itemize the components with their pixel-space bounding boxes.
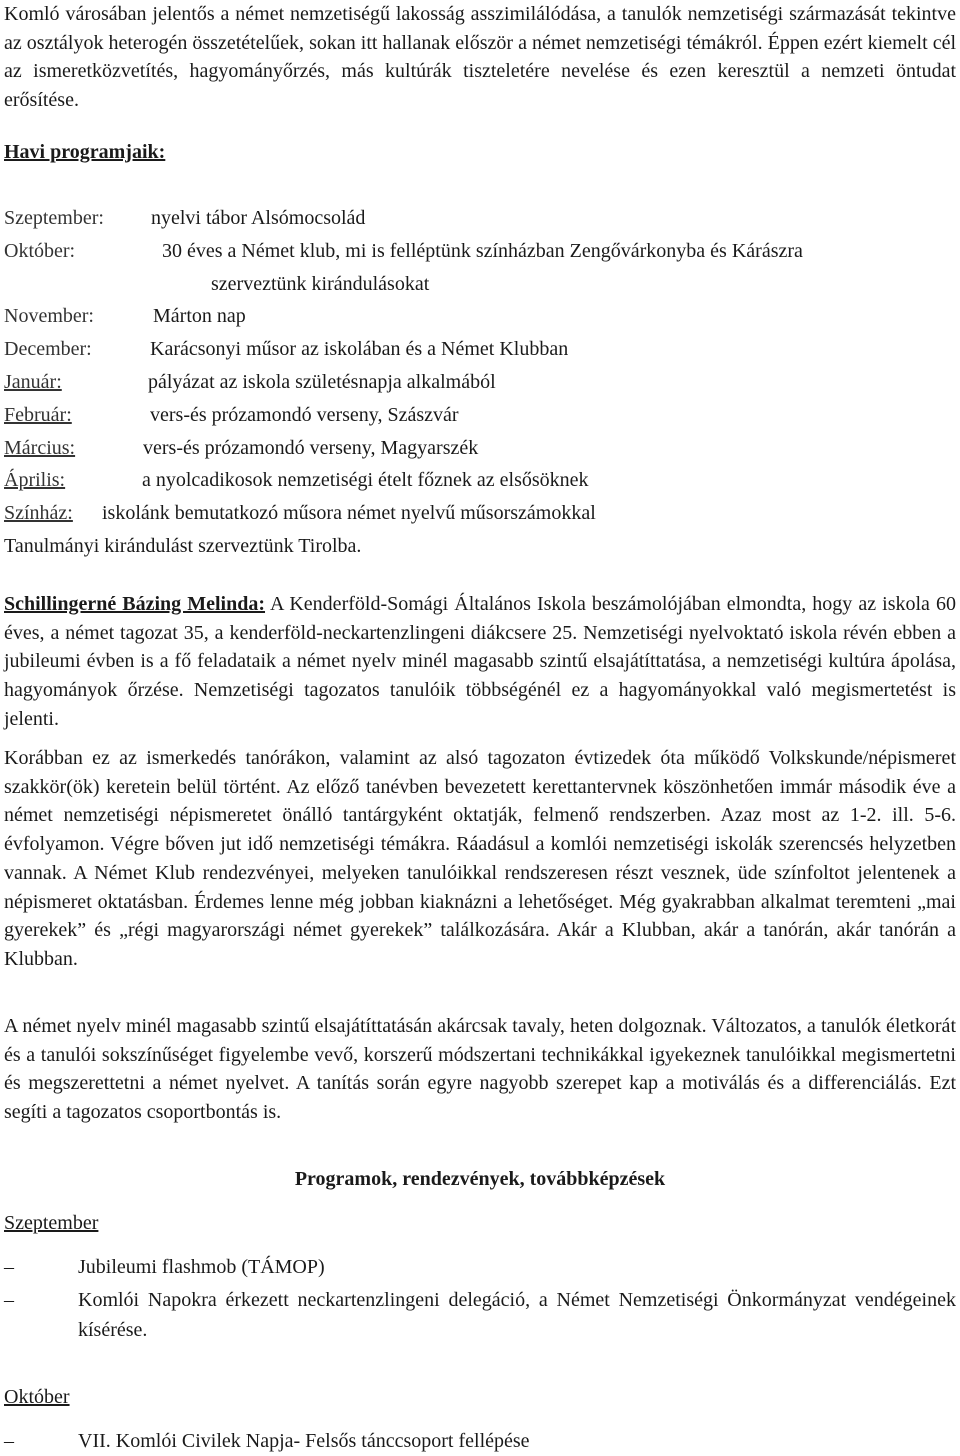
month-program: Karácsonyi műsor az iskolában és a Német Klubban xyxy=(150,338,569,361)
month-program: iskolánk bemutatkozó műsora német nyelvű műsorszámokkal xyxy=(102,502,596,525)
month-row-february xyxy=(4,399,956,432)
study-trip-row xyxy=(4,530,956,563)
month-label: Február: xyxy=(4,403,72,426)
paragraph-volkskunde: Korábban ez az ismerkedés tanórákon, valamint az alsó tagozaton évtizedek óta működő Volkskunde/népismeret szakkör(ök) keretein belül történt. Az előző tanévben bevezetett kerettantervnek köszönhetően immár második éve a német nemzetiségi népismeretet önálló tantárgyként oktatják, felmenő rendszerben. Azaz most az 1-2. ill. 5-6. évfolyamon. Végre bőven jut idő nemzetiségi témákra. Ráadásul a komlói nemzetiségi iskolák szerencsés helyzetben vannak. A Német Klub rendezvényei, melyeken tanulóikkal rendszeresen részt vesznek, üde színfoltot jelentenek a népismeret oktatásban. Érdemes lenne még jobban kiaknázni a lehetőséget. Még gyakrabban alkalmat teremteni „mai gyerekek” és „régi magyarországi német gyerekek” találkozására. Akár a Klubban, akár a tanórán, akár tanórán a Klubban. xyxy=(4,747,956,970)
month-row-september xyxy=(4,202,956,235)
month-label: Január: xyxy=(4,370,62,393)
month-label: November: xyxy=(4,305,94,328)
month-row-november xyxy=(4,300,956,333)
report-text: A Kenderföld-Somági Általános Iskola beszámolójában elmondta, hogy az iskola 60 éves, a német tagozat 35, a kenderföld-neckartenzlingeni diákcsere 25. Nemzetiségi nyelvoktató iskola révén ebben a jubileumi évben is a fő feladataik a német nyelv minél magasabb szintű elsajátíttatása, a nemzetiségi kultúra ápolása, hagyományok őrzése. Nemzetiségi tagozatos tanulóik többségénél ez a hagyományokkal való megismertetést is jelenti. xyxy=(4,593,956,730)
report-paragraph xyxy=(4,590,956,734)
dash-bullet-icon: – xyxy=(4,1289,14,1311)
month-label: Március: xyxy=(4,436,76,459)
speaker-name: Schillingerné Bázing Melinda: xyxy=(4,593,266,615)
month-label: Április: xyxy=(4,469,66,492)
month-row-december xyxy=(4,333,956,366)
month-row-october-continued xyxy=(4,268,956,301)
month-row-april xyxy=(4,464,956,497)
monthly-programs-list xyxy=(4,202,956,563)
monthly-programs-heading: Havi programjaik: xyxy=(4,141,166,163)
month-program: Márton nap xyxy=(153,305,246,328)
month-program: nyelvi tábor Alsómocsolád xyxy=(151,207,366,229)
month-label: December: xyxy=(4,338,92,361)
intro-paragraph: Komló városában jelentős a német nemzetiségű lakosság asszimilálódása, a tanulók nemzetiségi származását tekintve az osztályok heterogén összetételűek, sokan itt hallanak először a német nemzetiségi témákról. Éppen ezért kiemelt cél az ismeretközvetítés, hagyományőrzés, más kultúrák tiszteletére nevelése és ezen keresztül a nemzeti öntudat erősítése. xyxy=(4,3,956,112)
list-item xyxy=(4,1426,956,1456)
programs-heading: Programok, rendezvények, továbbképzések xyxy=(294,1168,666,1190)
month-label: Szeptember: xyxy=(4,207,104,229)
month-label: Október: xyxy=(4,239,76,262)
study-trip-text: Tanulmányi kirándulást szerveztünk Tirolba. xyxy=(4,534,362,557)
list-item xyxy=(4,1252,956,1282)
dash-bullet-icon: – xyxy=(4,1430,14,1452)
list-item-text: Komlói Napokra érkezett neckartenzlingeni delegáció, a Német Nemzetiségi Önkormányzat vendégeinek kísérése. xyxy=(78,1289,956,1341)
paragraph-language-teaching: A német nyelv minél magasabb szintű elsajátíttatásán akárcsak tavaly, heten dolgoznak. Változatos, a tanulók életkorát és a tanulói sokszínűséget figyelembe vevő, korszerű módszertani technikákkal igyekeznek tanulóikkal megismertetni és megszerettetni a német nyelvet. A tanítás során egyre nagyobb szerepet kap a motiválás és a differenciálás. Ezt segíti a tagozatos csoportbontás is. xyxy=(4,1015,956,1124)
list-item-text: VII. Komlói Civilek Napja- Felsős tánccsoport fellépése xyxy=(78,1430,530,1452)
row-theater xyxy=(4,497,956,530)
programs-october-label: Október xyxy=(4,1386,70,1408)
month-program: a nyolcadikosok nemzetiségi ételt főznek az elsősöknek xyxy=(142,469,589,492)
programs-september-label: Szeptember xyxy=(4,1212,99,1234)
list-item-text: Jubileumi flashmob (TÁMOP) xyxy=(78,1256,325,1278)
month-row-march xyxy=(4,432,956,465)
month-row-october xyxy=(4,235,956,268)
month-program: 30 éves a Német klub, mi is felléptünk színházban Zengővárkonyba és Kárászra xyxy=(162,239,803,262)
list-item xyxy=(4,1285,956,1345)
month-program-continued: szerveztünk kirándulásokat xyxy=(211,272,430,295)
dash-bullet-icon: – xyxy=(4,1256,14,1278)
month-program: vers-és prózamondó verseny, Szászvár xyxy=(150,403,459,426)
month-label: Színház: xyxy=(4,502,73,525)
month-row-january xyxy=(4,366,956,399)
month-program: vers-és prózamondó verseny, Magyarszék xyxy=(143,436,479,459)
month-program: pályázat az iskola születésnapja alkalmából xyxy=(148,370,496,393)
